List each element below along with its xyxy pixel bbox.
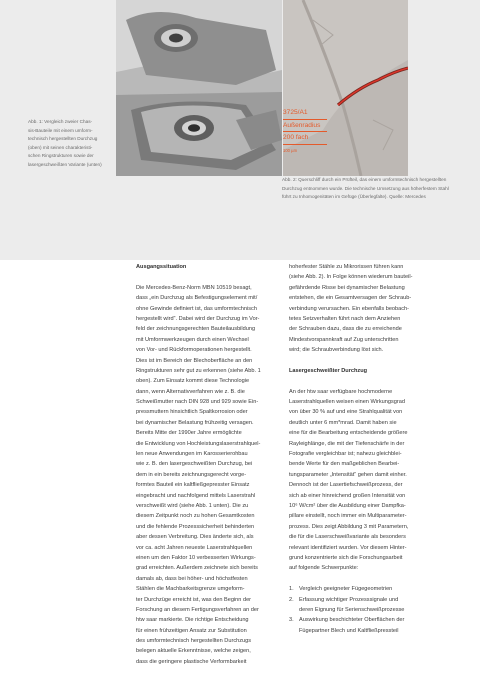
caption-line: führt zu Inhomogenitäten im Gefüge (Überlegfalte). Quelle: Mercedes [282,194,426,200]
text-line: grad erreichten. Außerdem zeichnete sich bereits [136,565,258,572]
overlay-sample: 3725/A1 [283,109,308,116]
figure2-caption [282,176,466,202]
text-line: 10⁶ W/cm² über die Ausbildung einer Dampfka- [289,502,406,509]
text-column-left [136,262,274,667]
caption-line: (oben) mit seinen charakteristi- [28,144,93,150]
text-line: sich ab einer hinreichend großen Intensität von [289,492,406,499]
text-line: verschweißt wird (siehe Abb. 1 unten). Die zu [136,502,249,509]
overlay-magnification: 200 fach [283,131,327,144]
text-line: dem in ein bereits zeichnungsgerecht vorge- [136,471,247,478]
list-item [289,615,429,625]
text-line: dass „ein Durchzug als Befestigungselement mit/ [136,295,258,302]
caption-line: lasergeschweißten Variante (unten) [28,161,102,167]
list-item [289,595,429,605]
section-heading: Lasergeschweißter Durchzug [289,367,368,374]
text-line: dann, wenn Alternativverfahren wie z. B. die [136,388,245,395]
text-line: Schweißmutter nach DIN 928 und 929 sowie Ein- [136,399,259,406]
focus-list [289,584,429,636]
text-line: eine für die Bearbeitung entscheidende größere [289,430,408,437]
text-line: Dies ist im Bereich der Blechoberfläche an den [136,357,253,364]
text-line: bende Werte für den maßgeblichen Bearbei- [289,461,400,468]
list-text: Fügepartner Blech und Kaltfließpressteil [299,627,399,634]
list-text: Vergleich geeigneter Fügegeometrien [299,586,393,593]
list-item [289,626,429,636]
text-line: tetes Setzverhalten führt nach dem Anziehen [289,315,401,322]
list-text: Auswirkung beschichteter Oberflächen der [299,617,405,624]
text-line: mit Umformwerkzeugen durch einen Wechsel [136,336,249,343]
micrograph-overlay [283,107,327,156]
text-line: ter Durchzüge erreicht ist, was den Beginn der [136,596,252,603]
text-line: für einen frühzeitigen Ansatz zur Substitution [136,627,247,634]
text-line: von Vor- und Rückformoperationen hergestellt. [136,347,252,354]
list-number: 3. [289,617,294,624]
text-line: Forschung an diesem Fertigungsverfahren an der [136,606,259,613]
text-line: auf folgende Schwerpunkte: [289,565,359,572]
text-line: deutlich unter 6 mm*mrad. Damit haben sie [289,419,397,426]
text-line: tungsparameter „Intensität“ gehen damit einher. [289,471,407,478]
text-line: An der htw saar verfügbare hochmoderne [289,388,393,395]
text-line: damals ab, dass bei höher- und höchstfesten [136,575,248,582]
text-line: grund konzentrierte sich die Forschungsarbeit [289,554,403,561]
text-line: der Schrauben dazu, dass die zu erreichende [289,326,402,333]
chassis-parts-image [116,0,282,176]
paragraph [289,387,429,574]
text-line: diesem Zeitpunkt noch zu hohen Gesamtkosten [136,513,255,520]
text-line: gefährdende Risse bei dynamischer Belastung [289,284,405,291]
list-number: 1. [289,586,294,593]
caption-line: Abb. 2: Querschliff durch ein Prüfteil, das einem umformtechnisch hergestellten [282,177,447,182]
text-line: die Entwicklung von Hochleistungslaserstrahlquel- [136,440,261,447]
list-text: Erfassung wichtiger Prozesssignale und [299,596,399,603]
text-line: des umformtechnisch hergestellten Durchzugs [136,638,252,645]
text-line: htw saar markierte. Die richtige Entscheidung [136,617,249,624]
list-text: deren Eignung für Serienschweißprozesse [299,606,405,613]
text-line: (siehe Abb. 2). In Folge können wiederum bauteil- [289,274,413,281]
text-line: pillare einstellt, noch immer ein Multiparameter- [289,513,407,520]
text-line: oben). Zum Einsatz kommt diese Technologie [136,378,250,385]
text-line: Rayleighlänge, die mit der Tiefenschärfe in der [289,440,405,447]
caption-line: Durchzug entnommen wurde. Die technische Umsetzung aus höherfestem Stahl [282,185,449,191]
text-line: und die fehlende Prozesssicherheit behinderten [136,523,255,530]
text-line: wird; die Schraubverbindung löst sich. [289,347,384,354]
caption-line: Abb. 1: Vergleich zweier Chas- [28,119,93,124]
section-heading: Ausgangssituation [136,264,187,270]
text-line: aber dessen Verbreitung. Dies änderte sich, als [136,534,254,541]
text-line: hergestellt wird“. Dabei wird der Durchzug im Vor- [136,315,260,322]
text-line: Stählen die Machbarkeitsgrenze umgeform- [136,586,245,593]
text-line: pressmuttern hinsichtlich Spaltkorrosion oder [136,409,248,416]
text-line: belegen aktuelle Erkenntnisse, welche zeigen, [136,648,251,655]
text-line: dass die geringere plastische Verformbarkeit [136,658,247,665]
text-line: relevant identifiziert wurden. Vor diesem Hinter- [289,544,407,551]
list-number: 2. [289,596,294,603]
text-line: von über 30 % auf und eine Strahlqualität von [289,409,403,416]
text-line: len neue Anwendungen im Karosserierohbau [136,451,248,458]
list-item [289,605,429,615]
text-column-right [289,262,429,636]
caption-line: technisch hergestellten Durchzug [28,136,98,142]
overlay-region: Außenradius [283,119,327,132]
text-line: Laserstrahlquellen weisen einen Wirkungsgrad [289,399,405,406]
text-line: wie z. B. den lasergeschweißten Durchzug, bei [136,461,253,468]
text-line: verbindung verursachen. Ein ebenfalls beobach- [289,305,410,312]
text-line: Dennoch ist der Lasertiefschweißprozess, der [289,482,403,489]
text-line: die für die Laserschweißvariante als besonders [289,534,406,541]
text-line: Ringstrukturen sehr gut zu erkennen (siehe Abb. 1 [136,367,261,374]
paragraph [289,262,429,356]
text-line: Mindestvorspannkraft auf Zug unterschritten [289,336,399,343]
paragraph [136,283,274,667]
text-line: Die Mercedes-Benz-Norm MBN 10519 besagt, [136,284,252,291]
figure1-photo [116,0,282,176]
text-line: vor ca. acht Jahren neueste Laserstrahlquellen [136,544,253,551]
list-item [289,584,429,594]
text-line: Bereits Mitte der 1990er Jahre ermöglichte [136,430,242,437]
text-line: entstehen, die ein Gesamtversagen der Schraub- [289,295,412,302]
text-line: feld der zeichnungsgerechten Bauteilausbildung [136,326,256,333]
caption-line: schen Ringstrukturen sowie der [28,153,94,159]
text-line: eingebracht und nachfolgend mittels Laserstrahl [136,492,256,499]
text-line: Fotografie vergleichbar ist; nahezu gleichblei- [289,451,402,458]
figure1-caption [28,118,110,170]
text-line: einen um den Faktor 10 verbesserten Wirkungs- [136,554,256,561]
text-line: formtes Bauteil ein kaltfließgepresster Einsatz [136,482,250,489]
text-line: ohne Gewinde definiert ist, das umformtechnisch [136,305,257,312]
text-line: hoherfester Stähle zu Mikrorissen führen kann [289,264,404,270]
text-line: prozess. Dies zeigt Abbildung 3 mit Parametern, [289,523,409,530]
overlay-scale: 100 µm [283,144,327,157]
text-line: bei dynamischer Belastung frühzeitig versagen. [136,419,254,426]
caption-line: sis-Bauteile mit einem umform- [28,127,93,133]
